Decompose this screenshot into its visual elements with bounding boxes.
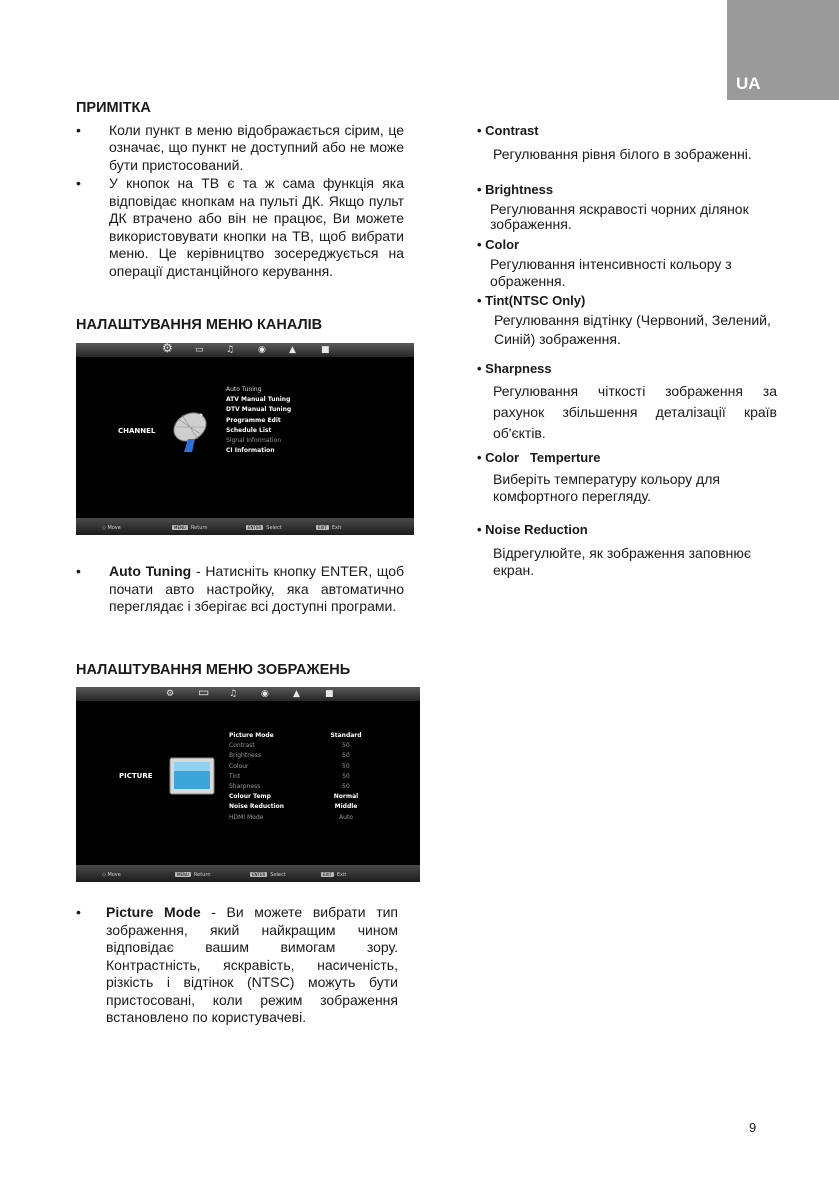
picture-menu-values xyxy=(321,731,371,823)
right-column-item-brightness xyxy=(477,181,797,232)
hint-select: ENTER Select xyxy=(252,872,286,878)
menu-item-signal-information: Signal Information xyxy=(226,437,282,445)
picture-row-value: Middle xyxy=(334,803,358,811)
item-desc: Регулювання інтенсивності кольору з ображення. xyxy=(490,255,732,289)
tv-picture-icon xyxy=(169,757,215,797)
picture-row-name: Contrast xyxy=(229,742,255,750)
auto-tuning-paragraph xyxy=(76,563,404,616)
picture-row-name: Brightness xyxy=(229,752,261,760)
note-item: • У кнопок на ТВ є та ж сама функція яка відповідає кнопкам на пульті ДК. Якщо пульт ДК втрачено або він не працює, Ви можете використовувати кнопки на ТВ, щоб вибрати меню. Це керівництво зосереджується на операції дистанційного керування. xyxy=(76,175,404,279)
picture-row-value: 50 xyxy=(342,762,350,770)
menu-item-dtv-manual-tuning[interactable]: DTV Manual Tuning xyxy=(226,406,292,414)
monitor-icon: ▭ xyxy=(198,687,210,699)
item-term: • Color Temperture xyxy=(477,450,601,465)
channel-menu-label: CHANNEL xyxy=(118,427,156,435)
item-desc: Виберіть температуру кольору для комфортного перегляду. xyxy=(493,470,720,504)
right-column-item-sharpness xyxy=(477,360,777,444)
menu-icon-bar xyxy=(76,343,414,357)
picture-row-value: Standard xyxy=(330,732,362,739)
picture-menu-screen xyxy=(76,687,420,882)
menu-item-programme-edit[interactable]: Programme Edit xyxy=(226,416,281,424)
picture-section-title: НАЛАШТУВАННЯ МЕНЮ ЗОБРАЖЕНЬ xyxy=(76,662,351,678)
picture-row-name: Tint xyxy=(229,772,241,780)
hint-move: ◇ Move xyxy=(102,872,121,878)
note-section xyxy=(76,100,404,280)
clock-icon: ◉ xyxy=(258,345,266,355)
auto-tuning-text: - Натисніть кнопку ENTER, щоб почати авто настройку, яка автоматично переглядає і зберігає всі доступні програми. xyxy=(109,563,404,614)
page-number: 9 xyxy=(749,1120,757,1135)
picture-row-value: 50 xyxy=(342,742,350,750)
menu-item-ci-information[interactable]: CI Information xyxy=(226,447,275,455)
grid-icon: ■ xyxy=(325,689,334,699)
right-column-item-colortemp xyxy=(477,449,777,505)
right-column-item-tint xyxy=(477,292,807,349)
item-term: • Tint(NTSC Only) xyxy=(477,293,586,308)
channel-menu-list xyxy=(226,385,291,456)
channel-menu-screen xyxy=(76,343,414,535)
picture-menu-label: PICTURE xyxy=(119,772,153,780)
lock-icon: ▲ xyxy=(289,345,296,355)
menu-icon-bar xyxy=(76,687,420,701)
hint-return: MENU Return xyxy=(174,525,208,531)
note-item-text: У кнопок на ТВ є та ж сама функція яка відповідає кнопкам на пульті ДК. Якщо пульт ДК втрачено або він не працює, Ви можете використовувати кнопки на ТВ, щоб вибрати меню. Це керівництво зосереджується на операції дистанційного керування. xyxy=(109,175,404,279)
item-desc: Регулювання чіткості зображення за рахунок збільшення деталізації країв об'єктів. xyxy=(493,382,777,441)
language-tab xyxy=(727,0,839,100)
picture-mode-item: • Picture Mode - Ви можете вибрати тип зображення, який найкращим чином відповідає вашим вимогам зору. Контрастність, яскравість, насиченість, різкість і відтінок (NTSC) можуть бути пристосовані, коли режим зображення встановлено по користувачеві. xyxy=(76,904,399,1025)
music-note-icon: ♫ xyxy=(229,689,238,699)
picture-row-value: 50 xyxy=(342,783,350,791)
grid-icon: ■ xyxy=(321,345,330,355)
picture-row-name[interactable]: Noise Reduction xyxy=(229,803,285,811)
arrows-move-icon: ◇ xyxy=(102,525,108,531)
picture-row-value: 50 xyxy=(342,752,350,760)
note-item: • Коли пункт в меню відображається сірим, це означає, що пункт не доступний або не може бути пристосований. xyxy=(76,121,404,173)
picture-row-value: Normal xyxy=(333,793,359,801)
item-desc: Регулювання відтінку (Червоний, Зелений, Синій) зображення. xyxy=(494,311,771,347)
monitor-icon: ▭ xyxy=(195,345,204,355)
hint-move: ◇ Move xyxy=(102,525,121,531)
picture-mode-term: Picture Mode xyxy=(106,904,201,920)
menu-footer xyxy=(76,865,420,882)
menu-item-schedule-list[interactable]: Schedule List xyxy=(226,426,272,434)
channel-section-title: НАЛАШТУВАННЯ МЕНЮ КАНАЛІВ xyxy=(76,317,323,333)
music-note-icon: ♫ xyxy=(226,345,235,355)
right-column-item-color xyxy=(477,236,797,290)
auto-tuning-term: Auto Tuning xyxy=(109,563,192,579)
menu-item-auto-tuning[interactable]: Auto Tuning xyxy=(226,386,262,393)
clock-icon: ◉ xyxy=(261,689,269,699)
picture-mode-paragraph xyxy=(76,904,398,1027)
hint-exit: EXIT Exit xyxy=(323,872,347,878)
picture-menu-names xyxy=(229,731,284,823)
picture-mode-text: - Ви можете вибрати тип зображення, який найкращим чином відповідає вашим вимогам зору. Контрастність, яскравість, насиченість, різкість і відтінок (NTSC) можуть бути пристосовані, коли режим зображення встановлено по користувачеві. xyxy=(106,904,399,1025)
lock-icon: ▲ xyxy=(293,689,300,699)
item-term: • Noise Reduction xyxy=(477,522,588,537)
picture-row-name[interactable]: Picture Mode xyxy=(229,732,274,739)
picture-row-name: HDMI Mode xyxy=(229,813,264,821)
gear-icon: ⚙ xyxy=(166,689,175,699)
item-term: • Color xyxy=(477,237,520,252)
hint-select: ENTER Select xyxy=(248,525,282,531)
item-term: • Brightness xyxy=(477,182,554,197)
menu-item-atv-manual-tuning[interactable]: ATV Manual Tuning xyxy=(226,396,291,404)
hint-exit: EXIT Exit xyxy=(318,525,342,531)
right-column-item-contrast xyxy=(477,122,797,163)
satellite-dish-icon xyxy=(170,407,212,453)
note-title: ПРИМІТКА xyxy=(76,100,151,116)
gear-icon: ⚙ xyxy=(162,343,173,355)
picture-row-name: Colour xyxy=(229,762,249,770)
item-term: • Contrast xyxy=(477,123,539,138)
hint-return: MENU Return xyxy=(177,872,211,878)
note-item-text: Коли пункт в меню відображається сірим, це означає, що пункт не доступний або не може бути пристосований. xyxy=(109,121,404,173)
auto-tuning-item: • Auto Tuning - Натисніть кнопку ENTER, щоб почати авто настройку, яка автоматично переглядає і зберігає всі доступні програми. xyxy=(76,563,404,614)
item-desc: Регулювання яскравості чорних ділянок зображення. xyxy=(490,200,749,232)
picture-row-name[interactable]: Colour Temp xyxy=(229,793,271,801)
item-desc: Відрегулюйте, як зображення заповнює екран. xyxy=(493,544,752,578)
language-tab-label: UA xyxy=(736,74,761,93)
picture-row-value: 50 xyxy=(342,772,350,780)
item-desc: Регулювання рівня білого в зображенні. xyxy=(493,145,752,162)
arrows-move-icon: ◇ xyxy=(102,872,108,878)
picture-row-name: Sharpness xyxy=(229,783,261,791)
right-column-item-noise xyxy=(477,521,787,579)
picture-row-value: Auto xyxy=(339,813,353,821)
menu-footer xyxy=(76,518,414,535)
item-term: • Sharpness xyxy=(477,361,552,376)
